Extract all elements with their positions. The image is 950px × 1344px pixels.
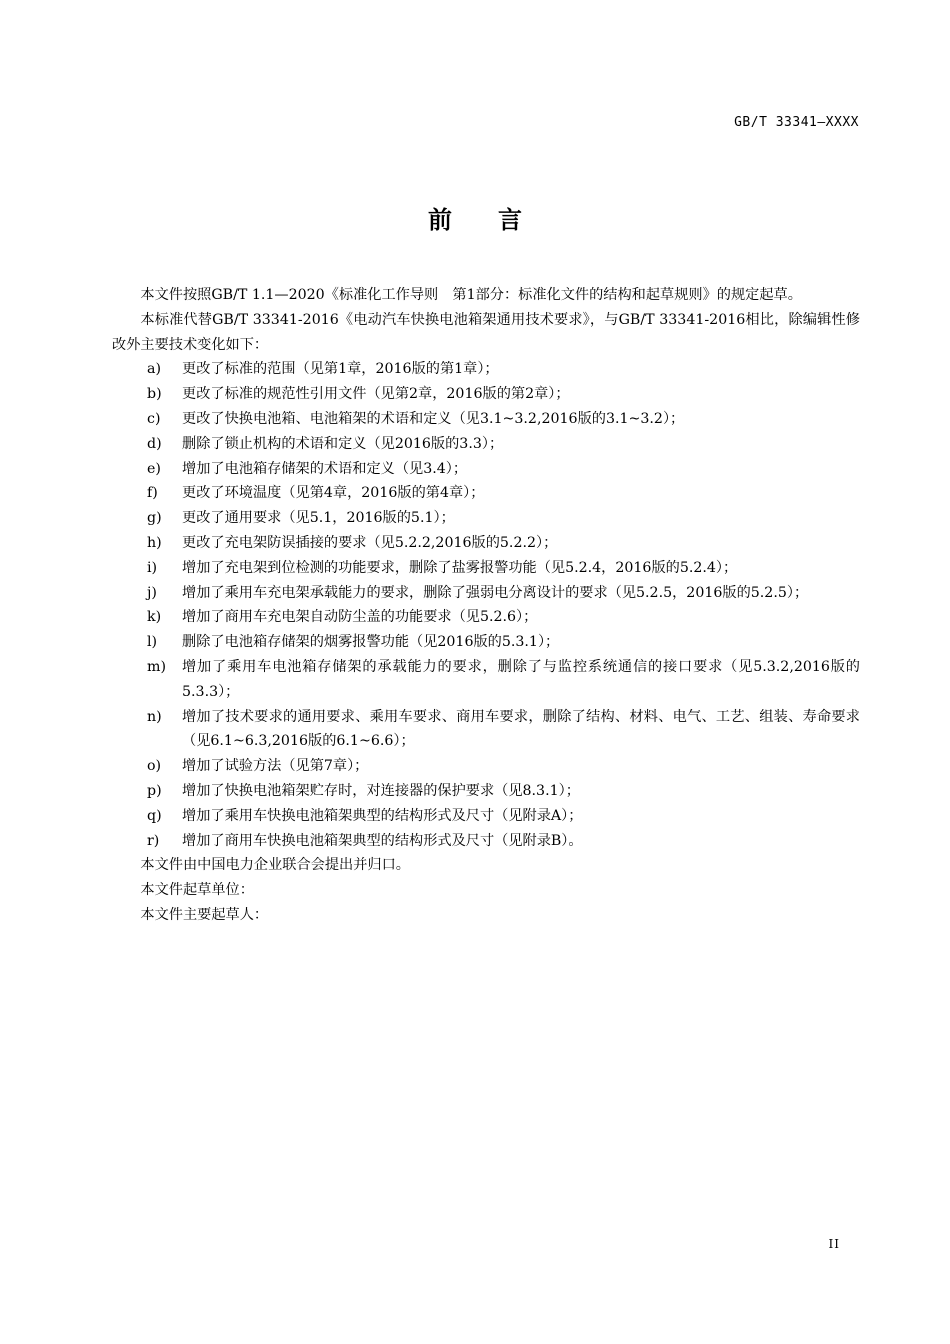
list-item — [112, 382, 860, 407]
list-item-label: n) — [147, 708, 162, 725]
list-item-text: 删除了锁止机构的术语和定义（见2016版的3.3）； — [182, 435, 504, 452]
list-item-text: 更改了通用要求（见5.1，2016版的5.1）； — [182, 510, 455, 527]
list-item — [112, 407, 860, 432]
list-item-text: 更改了充电架防误插接的要求（见5.2.2,2016版的5.2.2）； — [182, 534, 558, 551]
list-item-label: f) — [147, 485, 158, 502]
list-item — [112, 531, 860, 556]
drafters-paragraph: 本文件主要起草人： — [140, 906, 269, 923]
standard-code: GB/T 33341—XXXX — [734, 115, 859, 130]
list-item-label: m) — [147, 658, 166, 675]
list-item-label: q) — [147, 807, 162, 824]
list-item-label: p) — [147, 782, 162, 799]
list-item-text: 删除了电池箱存储架的烟雾报警功能（见2016版的5.3.1）； — [182, 634, 560, 651]
changes-list — [112, 357, 860, 853]
scope-paragraph: 本文件按照GB/T 1.1—2020《标准化工作导则 第1部分：标准化文件的结构和起草规则》的规定起草。 — [140, 287, 802, 303]
list-item-text: 增加了试验方法（见第7章）； — [182, 758, 369, 775]
list-item-text: 增加了快换电池箱架贮存时，对连接器的保护要求（见8.3.1）； — [182, 782, 580, 799]
list-item-label: b) — [147, 386, 162, 403]
list-item-label: o) — [147, 758, 162, 775]
list-item — [112, 357, 860, 382]
page-title: 前言 — [428, 206, 568, 234]
list-item-label: i) — [147, 559, 158, 576]
list-item — [112, 556, 860, 581]
list-item-text: 更改了标准的范围（见第1章，2016版的第1章）； — [182, 361, 499, 378]
list-item — [112, 605, 860, 630]
list-item-label: g) — [147, 510, 162, 527]
foreword-body — [112, 283, 860, 928]
list-item — [112, 655, 860, 705]
list-item — [112, 481, 860, 506]
replacement-paragraph: 本标准代替GB/T 33341-2016《电动汽车快换电池箱架通用技术要求》，与GB/T 33341-2016相比，除编辑性修改外主要技术变化如下： — [112, 311, 860, 353]
list-item — [112, 779, 860, 804]
list-item-label: j) — [147, 584, 157, 601]
drafting-units-paragraph: 本文件起草单位： — [140, 882, 254, 899]
list-item-text: 更改了环境温度（见第4章，2016版的第4章）； — [182, 485, 485, 502]
list-item-label: a) — [147, 361, 161, 378]
page-number: II — [828, 1237, 840, 1251]
list-item-text: 增加了商用车充电架自动防尘盖的功能要求（见5.2.6）； — [182, 609, 538, 626]
list-item-text: 增加了商用车快换电池箱架典型的结构形式及尺寸（见附录B）。 — [182, 832, 583, 849]
list-item-label: r) — [147, 832, 160, 849]
list-item-label: e) — [147, 460, 161, 477]
proposer-paragraph: 本文件由中国电力企业联合会提出并归口。 — [140, 857, 410, 874]
list-item-label: k) — [147, 609, 162, 626]
list-item — [112, 630, 860, 655]
list-item — [112, 457, 860, 482]
list-item-label: l) — [147, 634, 158, 651]
list-item-text: 增加了乘用车充电架承载能力的要求，删除了强弱电分离设计的要求（见5.2.5，2016版的5.2.5）； — [182, 584, 809, 601]
list-item-text: 增加了技术要求的通用要求、乘用车要求、商用车要求，删除了结构、材料、电气、工艺、组装、寿命要求（见6.1~6.3,2016版的6.1~6.6）； — [182, 708, 860, 750]
list-item-text: 增加了乘用车电池箱存储架的承载能力的要求，删除了与监控系统通信的接口要求（见5.3.2,2016版的5.3.3）； — [182, 658, 860, 700]
list-item-text: 增加了电池箱存储架的术语和定义（见3.4）； — [182, 460, 468, 477]
list-item-text: 增加了乘用车快换电池箱架典型的结构形式及尺寸（见附录A）； — [182, 807, 583, 824]
list-item-label: h) — [147, 534, 162, 551]
list-item-label: c) — [147, 410, 161, 427]
list-item-text: 更改了快换电池箱、电池箱架的术语和定义（见3.1~3.2,2016版的3.1~3.2）； — [182, 410, 685, 427]
list-item-text: 增加了充电架到位检测的功能要求，删除了盐雾报警功能（见5.2.4，2016版的5.2.4）； — [182, 559, 738, 576]
list-item-text: 更改了标准的规范性引用文件（见第2章，2016版的第2章）； — [182, 386, 570, 403]
list-item-label: d) — [147, 435, 162, 452]
list-item — [112, 705, 860, 755]
list-item — [112, 754, 860, 779]
list-item — [112, 581, 860, 606]
list-item — [112, 506, 860, 531]
list-item — [112, 432, 860, 457]
list-item — [112, 829, 860, 854]
list-item — [112, 804, 860, 829]
